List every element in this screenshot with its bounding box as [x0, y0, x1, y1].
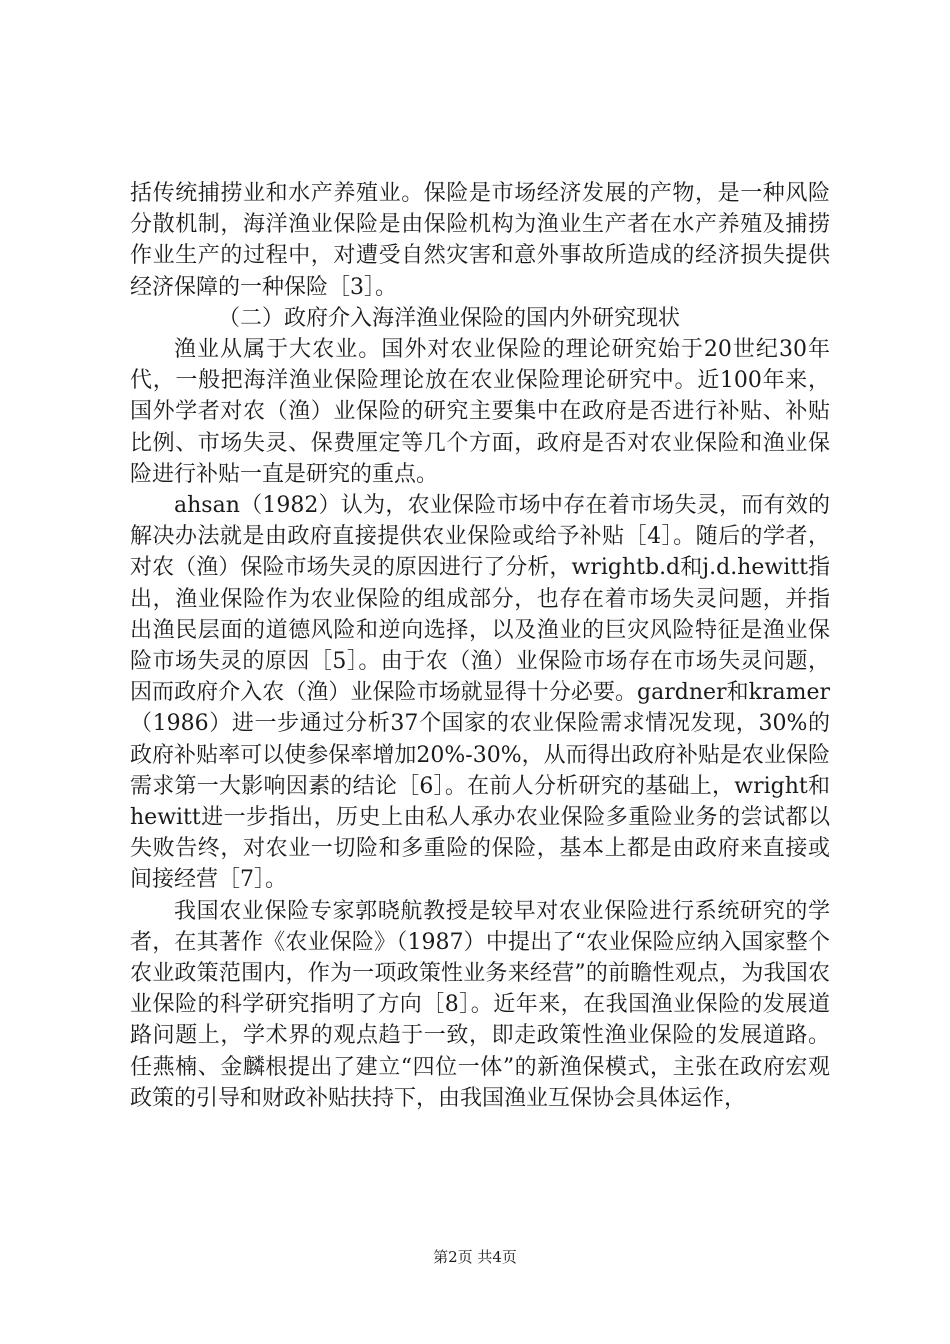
- section-heading: （二）政府介入海洋渔业保险的国内外研究现状: [218, 305, 681, 331]
- paragraph: 渔业从属于大农业。国外对农业保险的理论研究始于20世纪30年代，一般把海洋渔业保险理论放在农业保险理论研究中。近100年来，国外学者对农（渔）业保险的研究主要集中在政府是否进行补贴、补贴比例、市场失灵、保费厘定等几个方面，政府是否对农业保险和渔业保险进行补贴一直是研究的重点。: [130, 337, 830, 487]
- body-text: [130, 178, 830, 1114]
- paragraph-continuation: 括传统捕捞业和水产养殖业。保险是市场经济发展的产物，是一种风险分散机制，海洋渔业保险是由保险机构为渔业生产者在水产养殖及捕捞作业生产的过程中，对遭受自然灾害和意外事故所造成的经济损失提供经济保障的一种保险［3］。: [130, 181, 830, 300]
- paragraph: ahsan（1982）认为，农业保险市场中存在着市场失灵，而有效的解决办法就是由政府直接提供农业保险或给予补贴［4］。随后的学者，对农（渔）保险市场失灵的原因进行了分析，wrightb.d和j.d.hewitt指出，渔业保险作为农业保险的组成部分，也存在着市场失灵问题，并指出渔民层面的道德风险和逆向选择，以及渔业的巨灾风险特征是渔业保险市场失灵的原因［5］。由于农（渔）业保险市场存在市场失灵问题，因而政府介入农（渔）业保险市场就显得十分必要。gardner和kramer（1986）进一步通过分析37个国家的农业保险需求情况发现，30%的政府补贴率可以使参保率增加20%-30%，从而得出政府补贴是农业保险需求第一大影响因素的结论［6］。在前人分析研究的基础上，wright和hewitt进一步指出，历史上由私人承办农业保险多重险业务的尝试都以失败告终，对农业一切险和多重险的保险，基本上都是由政府来直接或间接经营［7］。: [130, 493, 830, 893]
- page-footer: 第2页 共4页: [433, 1248, 517, 1266]
- paragraph: 我国农业保险专家郭晓航教授是较早对农业保险进行系统研究的学者，在其著作《农业保险》（1987）中提出了“农业保险应纳入国家整个农业政策范围内，作为一项政策性业务来经营”的前瞻性观点，为我国农业保险的科学研究指明了方向［8］。近年来，在我国渔业保险的发展道路问题上，学术界的观点趋于一致，即走政策性渔业保险的发展道路。任燕楠、金麟根提出了建立“四位一体”的新渔保模式，主张在政府宏观政策的引导和财政补贴扶持下，由我国渔业互保协会具体运作，: [130, 898, 830, 1111]
